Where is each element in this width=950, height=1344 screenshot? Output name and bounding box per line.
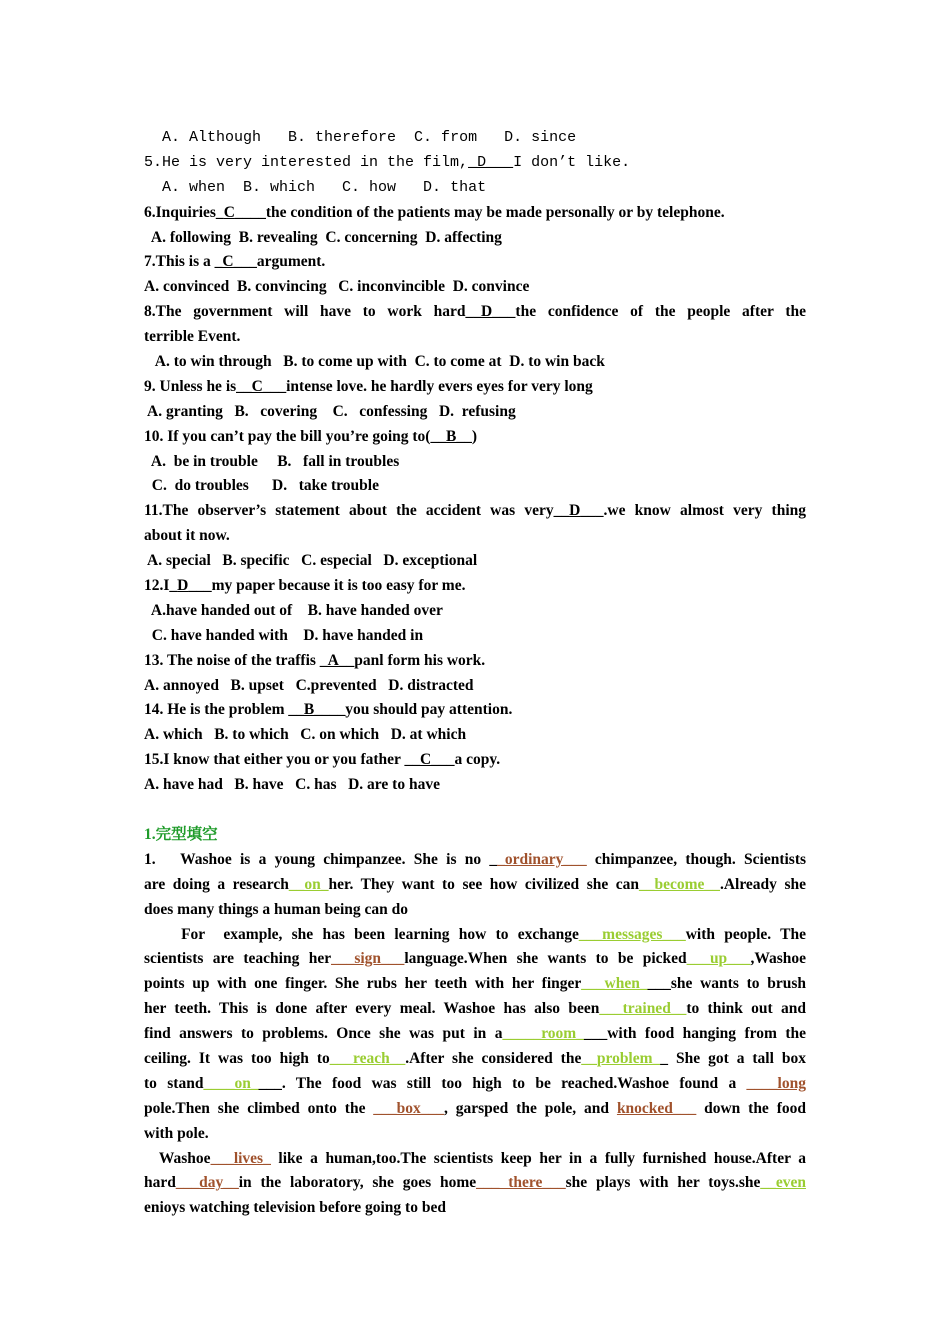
q6-stem [144,201,806,226]
q15-options [144,773,806,798]
cloze-word-sign: ___sign___ [331,950,405,968]
cloze-line-4 [144,923,806,948]
cloze-text: .Already she [719,875,806,893]
cloze-word-there: ___ there___ [476,1174,566,1192]
cloze-text: to think out and [686,1000,806,1018]
cloze-text: her. They want to see how civilized she can [328,875,640,893]
q15-stem [144,748,806,773]
q9-stem-b: intense love. he hardly evers eyes for very long [286,377,593,395]
q12-options-1 [144,599,806,624]
q6-options [144,226,806,251]
q7-stem-a: 7.This is a _ [144,253,223,271]
cloze-line-11 [144,1097,806,1122]
q11-options [144,549,806,574]
q6-stem-b: ____the condition of the patients may be made personally or by telephone. [234,203,725,221]
q8-options-text: A. to win through B. to come up with C. to come at D. to win back [154,353,605,371]
cloze-text: ceiling. It was too high to [144,1049,330,1067]
q11-answer: D [569,502,581,520]
cloze-line-13 [144,1147,806,1172]
cloze-line-2 [144,873,806,898]
cloze-word-on-2: ____on_ [203,1074,259,1092]
cloze-word-when: ___when_ [581,975,648,993]
q6-options-text: A. following B. revealing C. concerning D. affecting [150,228,502,246]
q9-answer: __C___ [236,377,287,395]
q10-options-2-text: C. do troubles D. take trouble [151,477,379,495]
q6-stem-a: 6.Inquiries_ [144,203,224,221]
q13-options [144,674,806,699]
cloze-word-day: ___day__ [175,1174,239,1192]
cloze-line-1 [144,848,806,873]
cloze-text: language.When she wants to be picked [404,950,687,968]
q10-options-2 [144,474,806,499]
q4-options-text: A. Although B. therefore C. from D. since [162,129,577,146]
q11-stem-a: 11.The observer’s statement about the accident was very__ [144,502,570,520]
cloze-line-15 [144,1196,806,1221]
q9-options-text: A. granting B. covering C. confessing D. refusing [147,402,516,420]
cloze-word-reach: ___reach__ [329,1049,406,1067]
cloze-word-on: __on_ [288,875,329,893]
q13-options-text: A. annoyed B. upset C.prevented D. distracted [144,676,474,694]
cloze-line-7 [144,997,806,1022]
q12-options-2-text: C. have handed with D. have handed in [151,626,424,644]
q10-answer: __B__ [430,427,472,445]
cloze-text: pole.Then she climbed onto the [144,1099,374,1117]
q5-stem [144,151,806,176]
q8-answer: D [480,303,493,321]
cloze-line-12 [144,1122,806,1147]
q8-stem-a: 8.The government will have to work hard__ [144,303,481,321]
cloze-text: ,Washoe [750,950,806,968]
cloze-text: ___she wants to brush [647,975,806,993]
q14-stem [144,698,806,723]
cloze-text: , garsped the pole, and [443,1099,617,1117]
q10-options-1 [144,450,806,475]
cloze-text: scientists are teaching her [144,950,332,968]
q14-options [144,723,806,748]
cloze-text: ___with food hanging from the [583,1025,806,1043]
q8-line2 [144,325,806,350]
cloze-text: she plays with her toys.she [565,1174,761,1192]
q13-stem-b: panl form his work. [354,651,486,669]
q12-stem-b: ___my paper because it is too easy for me. [188,577,466,595]
q8-stem-c: terrible Event. [144,328,241,346]
q15-answer: __C___ [404,751,455,769]
q14-stem-b: you should pay attention. [345,701,513,719]
cloze-line-3 [144,898,806,923]
q9-options [144,400,806,425]
q14-answer: __B____ [288,701,346,719]
cloze-word-even: __even [760,1174,806,1192]
q7-stem [144,250,806,275]
cloze-word-long: ____long [746,1074,806,1092]
q5-stem-b: I don’t like. [513,153,631,171]
cloze-text: in the laboratory, she goes home [238,1174,477,1192]
cloze-text: like a human,too.The scientists keep her in a fully furnished house.After a [270,1149,807,1167]
cloze-line-6 [144,972,806,997]
q12-answer: D [177,577,189,595]
cloze-text: points up with one finger. She rubs her teeth with her finger [144,975,582,993]
q15-stem-b: a copy. [454,751,501,769]
q5-options [144,176,806,201]
q10-stem [144,425,806,450]
cloze-text: .After she considered the [405,1049,582,1067]
q14-options-text: A. which B. to which C. on which D. at which [144,726,467,744]
q13-stem [144,649,806,674]
q10-stem-b: ) [471,427,477,445]
cloze-word-messages: ___messages___ [578,925,686,943]
q5-options-text: A. when B. which C. how D. that [162,178,487,196]
q10-options-1-text: A. be in trouble B. fall in troubles [150,452,400,470]
q7-options [144,275,806,300]
q13-stem-a: 13. The noise of the traffis [144,651,320,669]
q12-options-2 [144,624,806,649]
cloze-word-problem: __problem_ [581,1049,661,1067]
cloze-text: with people. The [685,925,806,943]
q11-stem-b: ___.we know almost very thing [580,502,806,520]
cloze-line-5 [144,947,806,972]
cloze-text: 1. Washoe is a young chimpanzee. She is no _ [144,850,498,868]
q8-stem-b: ___the confidence of the people after the [492,303,806,321]
cloze-word-box: ___box___ [373,1099,444,1117]
cloze-text: Washoe [144,1149,211,1167]
q11-options-text: A. special B. specific C. especial D. exceptional [147,552,478,570]
q11-stem-c: about it now. [144,527,230,545]
cloze-text: are doing a research [144,875,289,893]
q7-answer: C [222,253,234,271]
cloze-text: ___. The food was still too high to be reached.Washoe found a [258,1074,747,1092]
q13-answer: _A__ [319,651,355,669]
cloze-word-lives: ___lives_ [210,1149,271,1167]
cloze-text: enioys watching television before going to bed [144,1199,446,1217]
cloze-word-ordinary: _ordinary___ [497,850,587,868]
q10-stem-a: 10. If you can’t pay the bill you’re going to( [144,427,431,445]
cloze-text: hard [144,1174,176,1192]
q15-options-text: A. have had B. have C. has D. are to have [144,776,440,794]
q12-stem [144,574,806,599]
q11-line1 [144,499,806,524]
q7-stem-b: ___argument. [233,253,326,271]
cloze-text: her teeth. This is done after every meal. Washoe has also been [144,1000,600,1018]
cloze-text: does many things a human being can do [144,900,408,918]
q9-stem [144,375,806,400]
cloze-text: to stand [144,1074,204,1092]
document-page [144,126,806,1221]
cloze-word-become: __become__ [639,875,720,893]
cloze-text: find answers to problems. Once she was put in a [144,1025,503,1043]
q11-line2 [144,524,806,549]
cloze-text: For example, she has been learning how to exchange [144,925,579,943]
cloze-text: down the food [696,1099,806,1117]
q14-stem-a: 14. He is the problem [144,701,289,719]
q9-stem-a: 9. Unless he is [144,377,237,395]
cloze-line-8 [144,1022,806,1047]
cloze-line-14 [144,1171,806,1196]
cloze-text: chimpanzee, though. Scientists [586,850,807,868]
q8-line1 [144,300,806,325]
section-gap [144,798,806,823]
cloze-word-trained: ___trained__ [599,1000,687,1018]
q12-stem-a: 12.I_ [144,577,178,595]
cloze-line-10 [144,1072,806,1097]
cloze-word-room: _____room_ [502,1025,584,1043]
cloze-line-9 [144,1047,806,1072]
cloze-word-knocked: knocked___ [616,1099,697,1117]
q5-answer: _D___ [468,153,514,171]
q7-options-text: A. convinced B. convincing C. inconvincible D. convince [144,278,530,296]
cloze-text: with pole. [144,1124,209,1142]
cloze-word-up: ___up___ [686,950,751,968]
q15-stem-a: 15.I know that either you or you father [144,751,405,769]
q5-stem-a: 5.He is very interested in the film, [144,153,469,171]
q4-options [144,126,806,151]
q12-options-1-text: A.have handed out of B. have handed over [150,601,443,619]
section-heading: 1.完型填空 [144,825,218,843]
cloze-text: _ She got a tall box [660,1049,806,1067]
q8-options [144,350,806,375]
q6-answer: C [223,203,235,221]
